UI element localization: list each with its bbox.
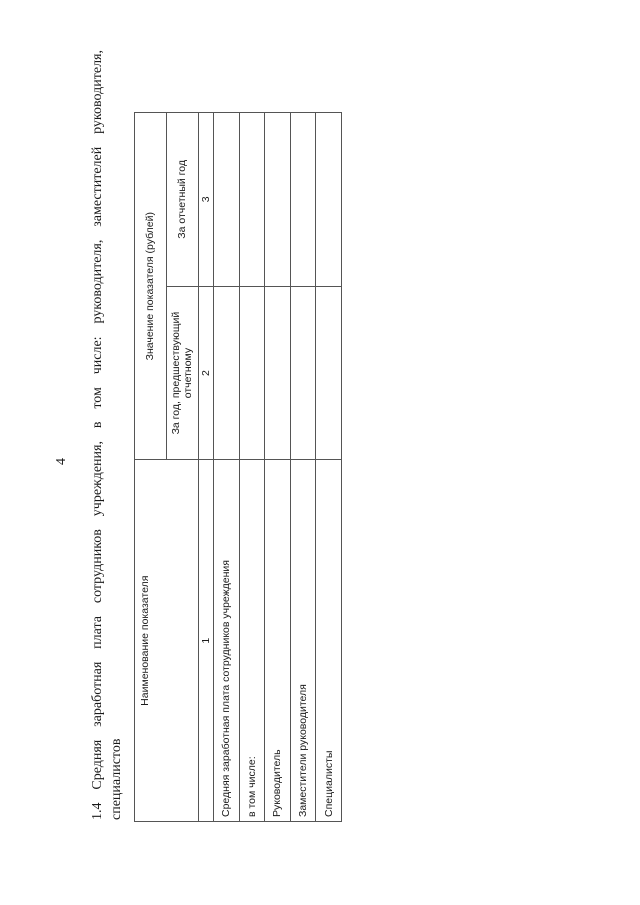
row-value-current xyxy=(239,113,265,287)
row-value-prev xyxy=(239,286,265,460)
row-value-prev xyxy=(316,286,342,460)
row-value-current xyxy=(316,113,342,287)
row-value-prev xyxy=(213,286,239,460)
table-row xyxy=(213,113,239,822)
row-label: Средняя заработная плата сотрудников учреждения xyxy=(213,460,239,822)
column-number-row xyxy=(198,113,213,822)
table-row xyxy=(265,113,291,822)
row-value-current xyxy=(265,113,291,287)
rotated-page xyxy=(20,0,620,880)
row-label: Заместители руководителя xyxy=(290,460,316,822)
page-number: 4 xyxy=(54,458,69,465)
row-value-prev xyxy=(290,286,316,460)
row-value-current xyxy=(213,113,239,287)
table-row xyxy=(290,113,316,822)
row-value-current xyxy=(290,113,316,287)
column-header-prev-year: За год, предшествующий отчетному xyxy=(166,286,198,460)
column-header-report-year: За отчетный год xyxy=(166,113,198,287)
table-header-row xyxy=(135,113,167,822)
table-row xyxy=(316,113,342,822)
row-label: Руководитель xyxy=(265,460,291,822)
column-number: 2 xyxy=(198,286,213,460)
section-heading: 1.4 Средняя заработная плата сотрудников учреждения, в том числе: руководителя, заместителей руководителя, специалистов xyxy=(90,50,124,820)
column-header-name: Наименование показателя xyxy=(135,460,199,822)
column-number: 1 xyxy=(198,460,213,822)
row-label: Специалисты xyxy=(316,460,342,822)
column-header-value: Значение показателя (рублей) xyxy=(135,113,167,460)
row-label: в том числе: xyxy=(239,460,265,822)
salary-table xyxy=(134,112,342,822)
row-value-prev xyxy=(265,286,291,460)
column-number: 3 xyxy=(198,113,213,287)
table-row xyxy=(239,113,265,822)
